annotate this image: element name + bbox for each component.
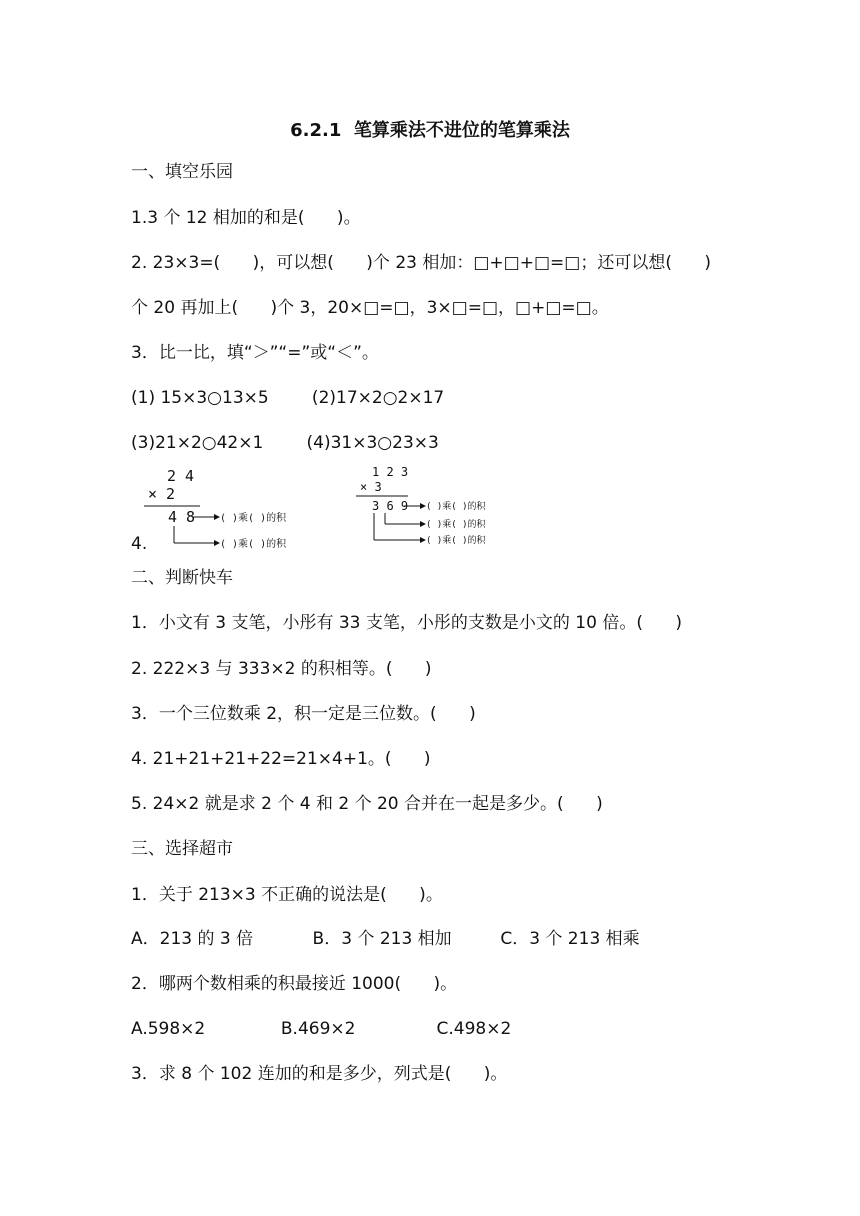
question-2-3: 3．一个三位数乘 2，积一定是三位数。( ) [131, 704, 476, 724]
question-2-1: 1．小文有 3 支笔，小彤有 33 支笔，小彤的支数是小文的 10 倍。( ) [131, 613, 683, 633]
question-1-4-label: 4. [131, 534, 148, 554]
question-1-2-line1: 2. 23×3=( )，可以想( )个 23 相加：□+□+□=□；还可以想( ) [131, 253, 712, 273]
fig1-top-number: 2 4 [167, 467, 195, 485]
question-3-1-options: A．213 的 3 倍 B．3 个 213 相加 C．3 个 213 相乘 [131, 929, 640, 949]
question-3-2: 2．哪两个数相乘的积最接近 1000( )。 [131, 974, 458, 994]
fig2-blank-1: ( )乘( )的积 [426, 502, 486, 512]
question-1-3-row2: (3)21×2○42×1 (4)31×3○23×3 [131, 433, 439, 453]
question-3-1: 1．关于 213×3 不正确的说法是( )。 [131, 885, 443, 905]
fig1-blank-2: ( )乘( )的积 [220, 539, 287, 550]
fig1-blank-1: ( )乘( )的积 [220, 513, 287, 524]
vertical-multiplication-123x3 [352, 462, 532, 552]
fig1-multiplier: × 2 [148, 485, 176, 503]
fig2-blank-3: ( )乘( )的积 [426, 536, 486, 546]
question-2-4: 4. 21+21+21+22=21×4+1。( ) [131, 749, 431, 769]
fig1-result: 4 8 [168, 508, 196, 526]
question-2-5: 5. 24×2 就是求 2 个 4 和 2 个 20 合并在一起是多少。( ) [131, 794, 603, 814]
fig2-multiplier: × 3 [360, 480, 382, 494]
question-1-3-row1: (1) 15×3○13×5 (2)17×2○2×17 [131, 388, 445, 408]
fig2-top-number: 1 2 3 [372, 465, 409, 479]
section-heading-true-false: 二、判断快车 [131, 568, 233, 588]
question-2-2: 2. 222×3 与 333×2 的积相等。( ) [131, 659, 432, 679]
question-1-2-line2: 个 20 再加上( )个 3，20×□=□，3×□=□，□+□=□。 [131, 298, 609, 318]
fig2-blank-2: ( )乘( )的积 [426, 520, 486, 530]
page-title: 6.2.1 笔算乘法不进位的笔算乘法 [290, 120, 570, 141]
question-1-3: 3．比一比，填“＞”“=”或“＜”。 [131, 343, 379, 363]
question-3-2-options: A.598×2 B.469×2 C.498×2 [131, 1019, 512, 1039]
vertical-multiplication-24x2 [140, 464, 350, 554]
fig2-result: 3 6 9 [372, 499, 409, 513]
question-3-3: 3．求 8 个 102 连加的和是多少，列式是( )。 [131, 1064, 508, 1084]
section-heading-fill-blank: 一、填空乐园 [131, 162, 233, 182]
section-heading-multiple-choice: 三、选择超市 [131, 839, 233, 859]
question-1-1: 1.3 个 12 相加的和是( )。 [131, 208, 361, 228]
